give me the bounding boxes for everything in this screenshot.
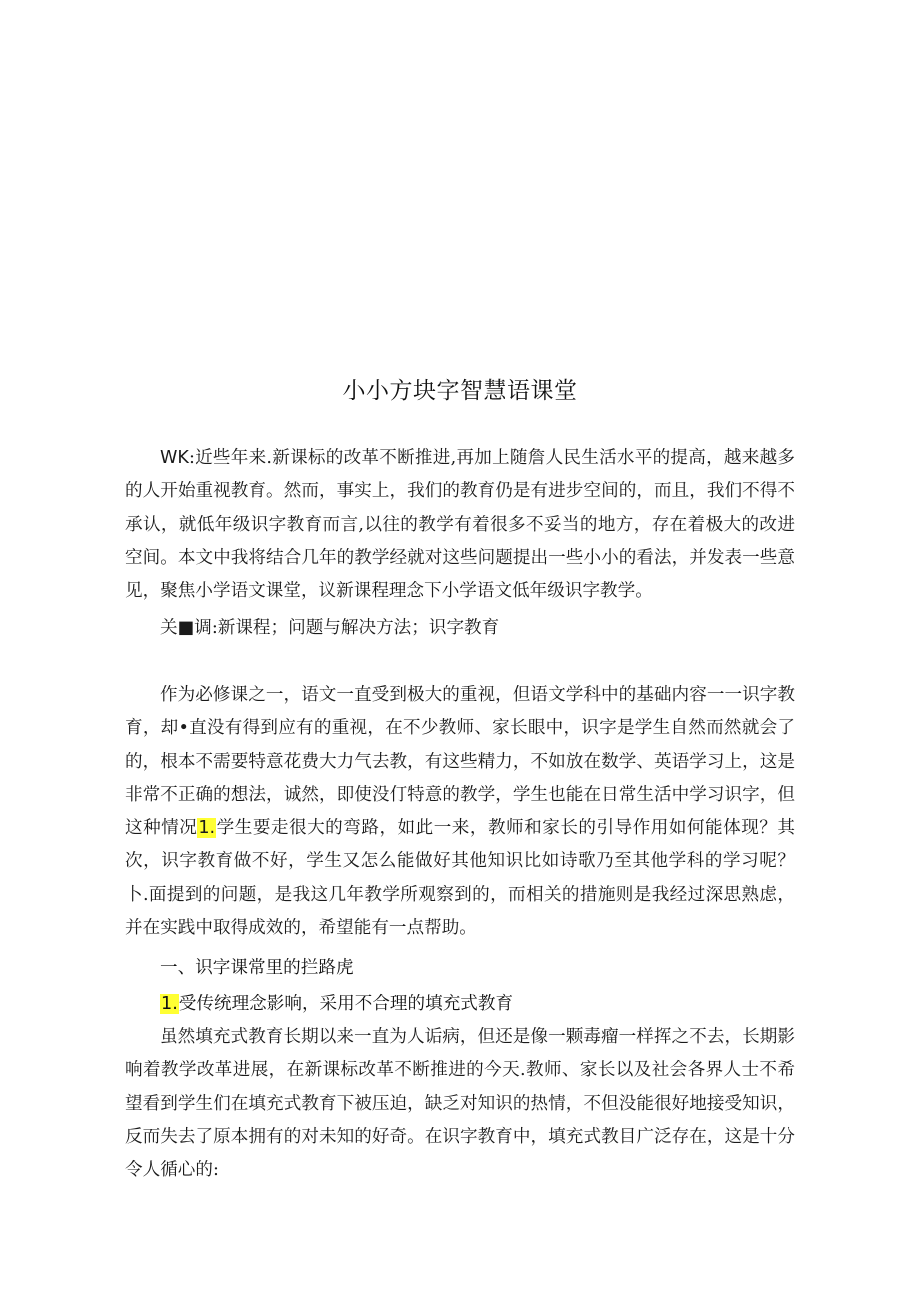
body-paragraph-text: 虽然填充式教育长期以来一直为人诟病，但还是像一颗毒瘤一样挥之不去，长期影响着教学改革进展，在新课标改革不断推进的今天.教师、家长以及社会各界人士不希望看到学生们在填充式教育下被压迫，缺乏对知识的热情，不但没能很好地接受知识，反而失去了原本拥有的对未知的好奇。在识字教育中，填充式教目广泛存在，这是十分令人循心的: [125,1027,795,1181]
abstract-label: WK [160,448,189,468]
subsection-heading [160,988,513,1021]
abstract [125,442,795,608]
document-title: 小小方块字智慧语课堂 [342,378,578,404]
abstract-text: :近些年来.新课标的改革不断推进,再加上随詹人民生活水平的提高，越来越多的人开始重视教育。然而，事实上，我们的教育仍是有进步空间的，而且，我们不得不承认，就低年级识字教育而言,以往的教学有着很多不妥当的地方，存在着极大的改进空间。本文中我将结合几年的教学经就对这些问题提出一些小小的看法，并发表一些意见，聚焦小学语文课堂，议新课程理念下小学语文低年级识字教学。 [125,448,795,602]
intro-paragraph [125,679,795,945]
intro-text-part2: 学生要走很大的弯路，如此一来，教师和家长的引导作用如何能体现？其次，识字教育做不好，学生又怎么能做好其他知识比如诗歌乃至其他学科的学习呢？卜.面提到的问题，是我这几年教学所观察到的，而相关的措施则是我经过深思熟虑，并在实践中取得成效的，希望能有一点帮助。 [125,818,795,939]
body-paragraph [125,1021,795,1187]
keywords-label: 关■调 [160,618,212,638]
keywords-text: :新课程；问题与解决方法；识字教育 [211,618,500,638]
intro-text-part1: 作为必修课之一，语文一直受到极大的重视，但语文学科中的基础内容一一识字教育，却•直没有得到应有的重视，在不少教师、家长眼中，识字是学生自然而然就会了的，根本不需要特意花费大力气去教，有这些精力，不如放在数学、英语学习上，这是非常不正确的想法，诚然，即使没仃特意的教学，学生也能在日常生活中学习识字，但这种情况 [125,685,795,839]
section-heading: 一、识字课常里的拦路虎 [160,958,354,978]
subsection-number: 1. [161,994,178,1014]
keywords [160,612,499,645]
subsection-text: 受传统理念影响，采用不合理的填充式教育 [178,994,514,1014]
intro-highlight: 1. [198,818,216,839]
